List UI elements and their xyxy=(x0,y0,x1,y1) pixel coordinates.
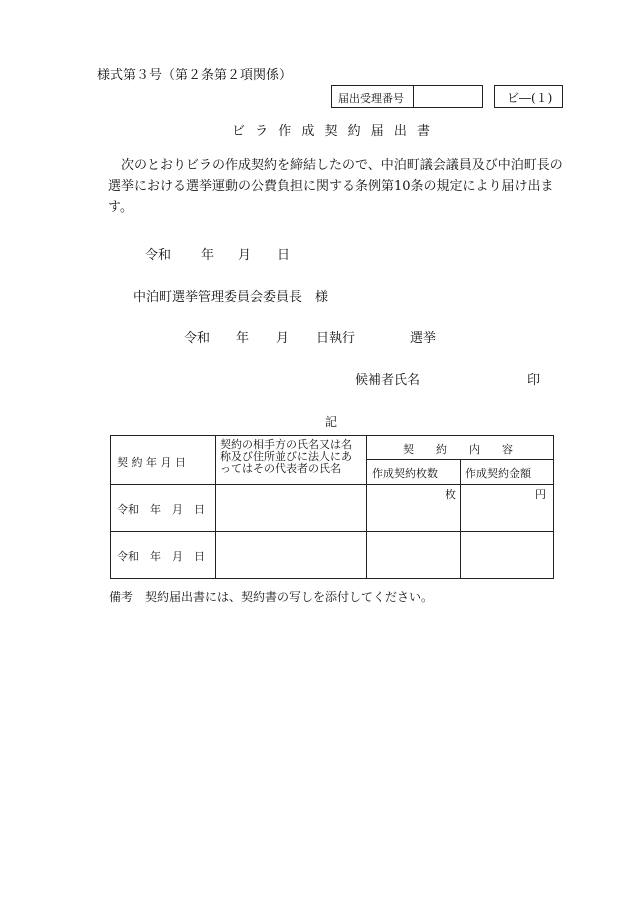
row2-date: 令和 年 月 日 xyxy=(117,550,205,563)
election-day-exec: 日執行 xyxy=(316,331,356,346)
body-text: 次のとおりビラの作成契約を締結したので、中泊町議会議員及び中泊町長の選挙における選挙運動の公費負担に関する条例第10条の規定により届け出ます。 xyxy=(108,158,563,215)
receipt-divider xyxy=(413,86,414,107)
contract-table xyxy=(110,435,554,579)
submission-month: 月 xyxy=(238,248,252,263)
header-party-line-2: 称及び住所並びに法人にあ xyxy=(220,450,352,463)
election-era: 令和 xyxy=(184,331,211,346)
form-code: ビ―(１) xyxy=(507,91,553,105)
header-contract-count: 作成契約枚数 xyxy=(372,467,438,480)
seal-mark: 印 xyxy=(527,373,541,388)
receipt-number-box xyxy=(331,85,483,108)
submission-year: 年 xyxy=(201,248,215,263)
header-party-line-1: 契約の相手方の氏名又は名 xyxy=(220,438,352,451)
submission-day: 日 xyxy=(277,248,291,263)
header-contract-party xyxy=(220,439,352,475)
row1-amount-unit: 円 xyxy=(535,488,546,501)
form-code-box xyxy=(494,85,563,108)
form-number: 様式第３号（第２条第２項関係） xyxy=(97,68,293,83)
header-contract-amount: 作成契約金額 xyxy=(465,467,531,480)
addressee: 中泊町選挙管理委員会委員長 様 xyxy=(133,290,329,305)
submission-era: 令和 xyxy=(145,248,172,263)
table-vline-2 xyxy=(366,436,367,578)
candidate-name-label: 候補者氏名 xyxy=(355,373,421,388)
table-hline-sub xyxy=(366,459,553,460)
receipt-number-label: 届出受理番号 xyxy=(338,92,404,105)
document-title: ビ ラ 作 成 契 約 届 出 書 xyxy=(232,124,434,139)
header-contract-date: 契 約 年 月 日 xyxy=(117,456,186,469)
table-vline-3 xyxy=(460,460,461,578)
table-hline-2 xyxy=(111,531,553,532)
election-month: 月 xyxy=(276,331,290,346)
row1-count-unit: 枚 xyxy=(445,488,456,501)
header-contract-contents: 契 約 内 容 xyxy=(403,443,513,456)
table-vline-1 xyxy=(215,436,216,578)
ki-label: 記 xyxy=(325,415,338,429)
table-hline-1 xyxy=(111,484,553,485)
header-party-line-3: ってはその代表者の氏名 xyxy=(220,462,341,475)
election-year: 年 xyxy=(236,331,250,346)
row1-date: 令和 年 月 日 xyxy=(117,503,205,516)
election-name: 選挙 xyxy=(410,331,437,346)
note: 備考 契約届出書には、契約書の写しを添付してください。 xyxy=(109,590,434,604)
